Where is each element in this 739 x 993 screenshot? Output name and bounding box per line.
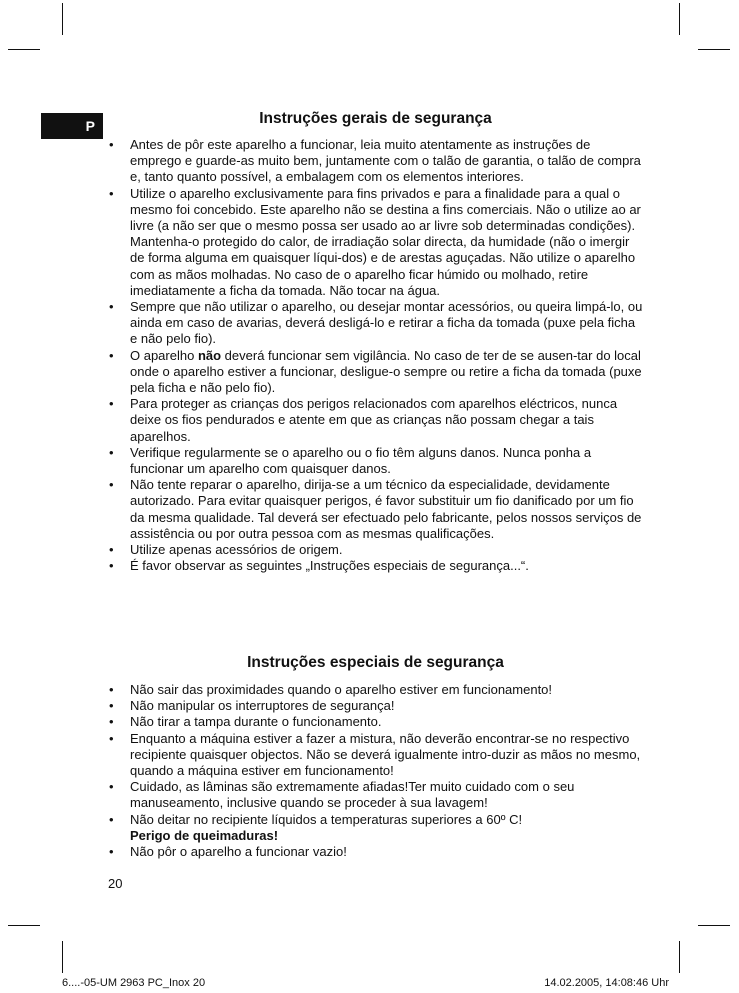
list-item: • Verifique regularmente se o aparelho ou o fio têm alguns danos. Nunca ponha a funcionar um aparelho com quaisquer danos.: [108, 445, 643, 477]
list-item: • Não tente reparar o aparelho, dirija-se a um técnico da especialidade, devidamente autorizado. Para evitar quaisquer perigos, é favor substituir um fio danificado por um fio da mesma qualidade. Tal deverá ser efectuado pelo fabricante, pelos nossos serviços de assistência ou por outra pessoa com as mesmas qualificações.: [108, 477, 643, 542]
general-safety-heading: Instruções gerais de segurança: [259, 110, 492, 127]
crop-mark: [679, 3, 680, 35]
crop-mark: [698, 49, 730, 50]
crop-mark: [62, 3, 63, 35]
list-item: • Utilize o aparelho exclusivamente para fins privados e para a finalidade para a qual o mesmo foi concebido. Este aparelho não se destina a fins comerciais. Não o utilize ao ar livre (a não ser que o mesmo possa ser usado ao ar livre sob determinadas condições). Mantenha-o protegido do calor, de irradiação solar directa, da humidade (não o imergir de forma alguma em quaisquer líqui-dos) e de arestas aguçadas. Não utilize o aparelho com as mãos molhadas. No caso de o aparelho ficar húmido ou molhado, retire imediatamente a ficha da tomada. Não tocar na água.: [108, 186, 643, 299]
list-item-text: O aparelho: [130, 347, 198, 363]
list-item-text: Não deitar no recipiente líquidos a temperaturas superiores a 60º C!: [130, 811, 523, 827]
crop-mark: [8, 49, 40, 50]
list-item: • Cuidado, as lâminas são extremamente afiadas!Ter muito cuidado com o seu manuseamento, inclusive quando se proceder à sua lavagem!: [108, 779, 643, 811]
list-item: • Utilize apenas acessórios de origem.: [108, 542, 643, 558]
language-tab: P: [41, 113, 103, 139]
crop-mark: [679, 941, 680, 973]
list-item: • Não manipular os interruptores de segurança!: [108, 698, 643, 714]
list-item: • Não sair das proximidades quando o aparelho estiver em funcionamento!: [108, 682, 643, 698]
special-safety-list: [108, 682, 643, 860]
burn-warning: Perigo de queimaduras!: [130, 827, 279, 843]
list-item: • Antes de pôr este aparelho a funcionar, leia muito atentamente as instruções de emprego e guarde-as muito bem, juntamente com o talão de garantia, o talão de compra e, tanto quanto possível, a embalagem com os elementos interiores.: [108, 137, 643, 186]
emphasis-text: não: [197, 347, 222, 363]
list-item: • Sempre que não utilizar o aparelho, ou desejar montar acessórios, ou queira limpá-lo, ou ainda em caso de avarias, deverá desligá-lo e retirar a ficha da tomada (puxe pela ficha e não pelo fio).: [108, 299, 643, 348]
page-number: 20: [108, 876, 123, 891]
special-safety-heading: Instruções especiais de segurança: [247, 654, 504, 671]
footer-file-info: 6....-05-UM 2963 PC_Inox 20: [62, 977, 206, 989]
list-item: • Não tirar a tampa durante o funcionamento.: [108, 714, 643, 730]
list-item: [108, 812, 643, 844]
list-item: • É favor observar as seguintes „Instruções especiais de segurança...“.: [108, 558, 643, 574]
list-item-text: deverá funcionar sem vigilância. No caso de ter de se ausen-tar do local onde o aparelho estiver a funcionar, desligue-o sempre ou retire a ficha da tomada (puxe pela ficha e não pelo fio).: [130, 347, 642, 396]
crop-mark: [8, 925, 40, 926]
crop-mark: [62, 941, 63, 973]
list-item: • Para proteger as crianças dos perigos relacionados com aparelhos eléctricos, nunca deixe os fios pendurados e atente em que as crianças não possam chegar a tais aparelhos.: [108, 396, 643, 445]
list-item: [108, 348, 643, 397]
list-item: • Não pôr o aparelho a funcionar vazio!: [108, 844, 643, 860]
footer-timestamp: 14.02.2005, 14:08:46 Uhr: [544, 977, 669, 989]
general-safety-list: [108, 137, 643, 574]
list-item: • Enquanto a máquina estiver a fazer a mistura, não deverão encontrar-se no respectivo recipiente quaisquer objectos. Não se deverá igualmente intro-duzir as mãos no mesmo, quando a máquina estiver em funcionamento!: [108, 731, 643, 780]
crop-mark: [698, 925, 730, 926]
